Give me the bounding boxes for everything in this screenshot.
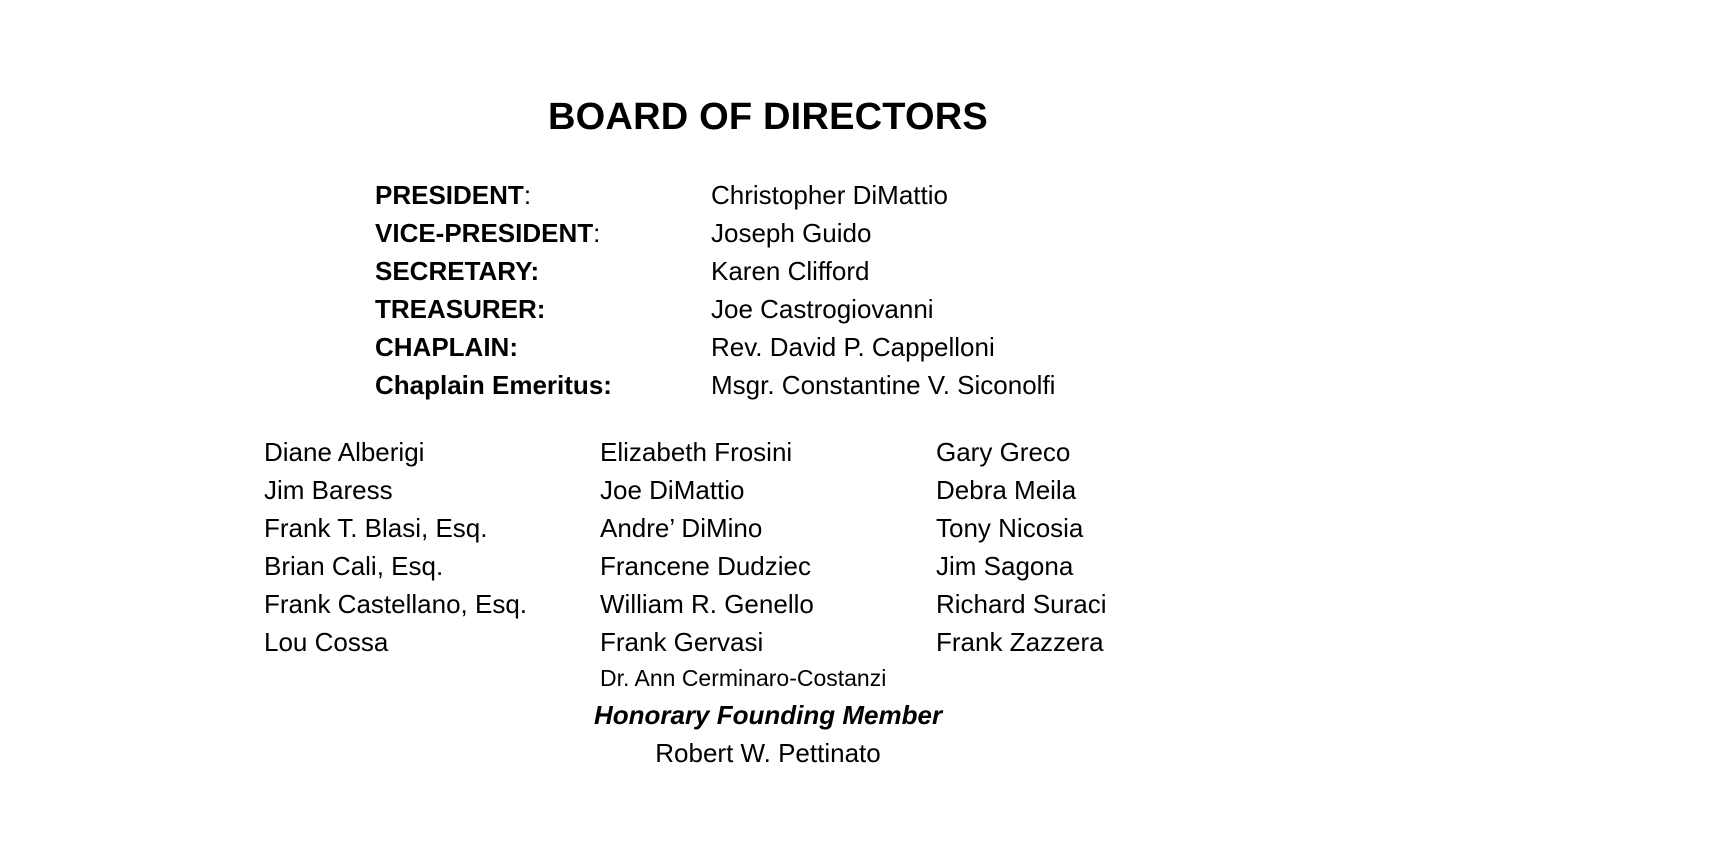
officer-name: Msgr. Constantine V. Siconolfi [711, 369, 1056, 400]
officer-role: CHAPLAIN: [375, 331, 518, 362]
officer-name: Rev. David P. Cappelloni [711, 331, 995, 362]
officer-row-treasurer [375, 290, 1135, 328]
member-name: Jim Baress [264, 475, 393, 505]
officer-row-vice-president [375, 214, 1135, 252]
member-name: Tony Nicosia [936, 513, 1084, 543]
member-name: William R. Genello [600, 589, 814, 619]
officer-name: Joseph Guido [711, 217, 872, 248]
officer-role: SECRETARY: [375, 255, 540, 286]
member-name: Frank Castellano, Esq. [264, 589, 528, 619]
officer-role: PRESIDENT: [375, 179, 532, 210]
member-name: Richard Suraci [936, 589, 1107, 619]
members-column-1 [264, 433, 527, 661]
member-name: Frank Zazzera [936, 627, 1104, 657]
officer-name: Christopher DiMattio [711, 179, 948, 210]
members-column-2 [600, 433, 886, 695]
member-name: Brian Cali, Esq. [264, 551, 444, 581]
member-name: Elizabeth Frosini [600, 437, 793, 467]
officer-role: TREASURER: [375, 293, 546, 324]
member-name: Gary Greco [936, 437, 1071, 467]
honorary-heading: Honorary Founding Member [593, 700, 943, 730]
officer-name: Karen Clifford [711, 255, 870, 286]
member-name: Dr. Ann Cerminaro-Costanzi [600, 665, 887, 691]
member-name: Frank T. Blasi, Esq. [264, 513, 488, 543]
officer-row-chaplain [375, 328, 1135, 366]
officer-name: Joe Castrogiovanni [711, 293, 934, 324]
officer-role: VICE-PRESIDENT: [375, 217, 601, 248]
officer-row-secretary [375, 252, 1135, 290]
page-title: BOARD OF DIRECTORS [548, 96, 988, 138]
officers-list [375, 176, 1135, 404]
officer-row-chaplain-emeritus [375, 366, 1135, 404]
officer-row-president [375, 176, 1135, 214]
honorary-name: Robert W. Pettinato [655, 738, 881, 768]
member-name: Debra Meila [936, 475, 1077, 505]
member-name: Jim Sagona [936, 551, 1074, 581]
member-name: Lou Cossa [264, 627, 389, 657]
member-name: Joe DiMattio [600, 475, 745, 505]
members-column-3 [936, 433, 1107, 661]
officer-role: Chaplain Emeritus: [375, 369, 612, 400]
member-name: Frank Gervasi [600, 627, 764, 657]
member-name: Francene Dudziec [600, 551, 811, 581]
member-name: Andre’ DiMino [600, 513, 763, 543]
member-name: Diane Alberigi [264, 437, 425, 467]
